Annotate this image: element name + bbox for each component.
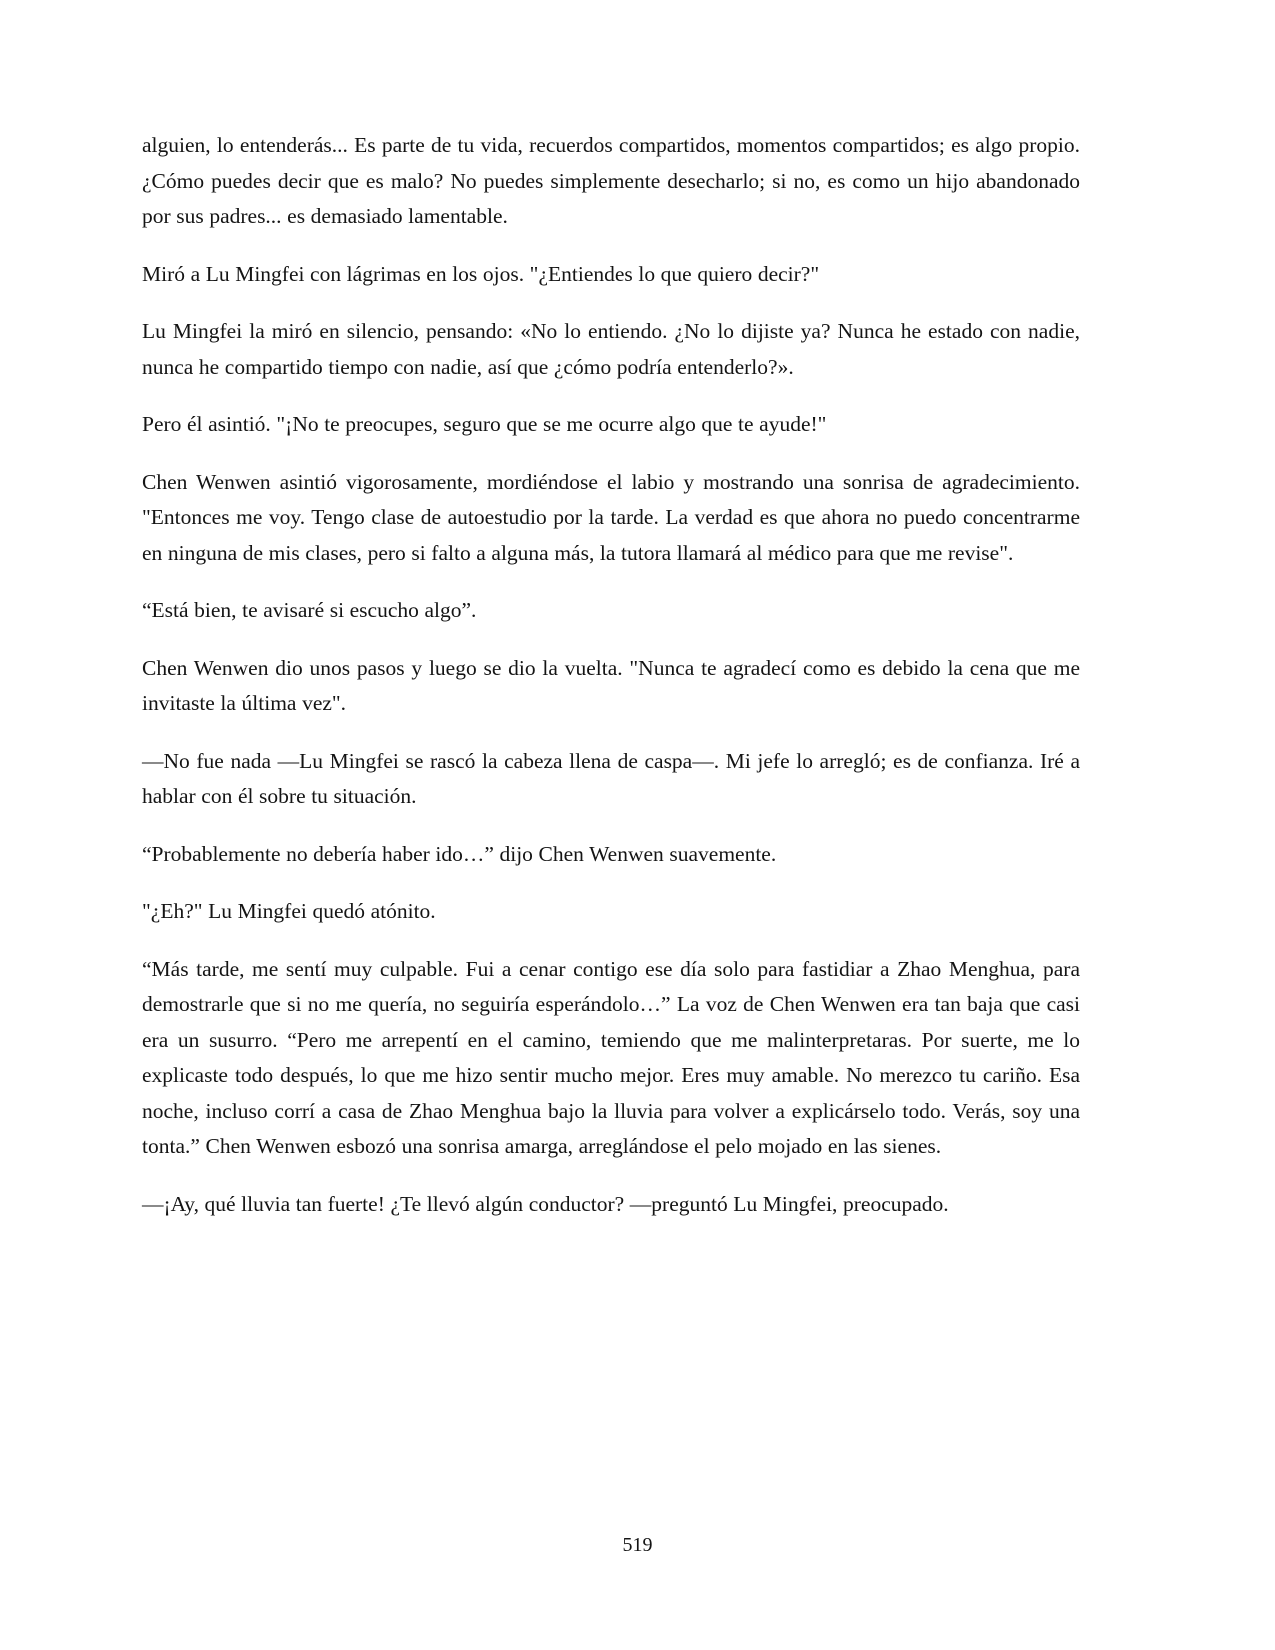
paragraph: —¡Ay, qué lluvia tan fuerte! ¿Te llevó algún conductor? —preguntó Lu Mingfei, preocupado. bbox=[142, 1191, 949, 1216]
paragraph: "¿Eh?" Lu Mingfei quedó atónito. bbox=[142, 899, 436, 923]
paragraph: Chen Wenwen dio unos pasos y luego se dio la vuelta. "Nunca te agradecí como es debido la cena que me invitaste la última vez". bbox=[142, 655, 1080, 715]
paragraph: Chen Wenwen asintió vigorosamente, mordiéndose el labio y mostrando una sonrisa de agradecimiento. "Entonces me voy. Tengo clase de autoestudio por la tarde. La verdad es que ahora no puedo concentrarme en ninguna de mis clases, pero si falto a alguna más, la tutora llamará al médico para que me revise". bbox=[142, 469, 1080, 565]
paragraph: “Más tarde, me sentí muy culpable. Fui a cenar contigo ese día solo para fastidiar a Zhao Menghua, para demostrarle que si no me quería, no seguiría esperándolo…” La voz de Chen Wenwen era tan baja que casi era un susurro. “Pero me arrepentí en el camino, temiendo que me malinterpretaras. Por suerte, me lo explicaste todo después, lo que me hizo sentir mucho mejor. Eres muy amable. No merezco tu cariño. Esa noche, incluso corrí a casa de Zhao Menghua bajo la lluvia para volver a explicárselo todo. Verás, soy una tonta.” Chen Wenwen esbozó una sonrisa amarga, arreglándose el pelo mojado en las sienes. bbox=[142, 956, 1080, 1158]
paragraph: Lu Mingfei la miró en silencio, pensando: «No lo entiendo. ¿No lo dijiste ya? Nunca he estado con nadie, nunca he compartido tiempo con nadie, así que ¿cómo podría entenderlo?». bbox=[142, 319, 1080, 379]
paragraph: Miró a Lu Mingfei con lágrimas en los ojos. "¿Entiendes lo que quiero decir?" bbox=[142, 261, 820, 286]
paragraph: “Probablemente no debería haber ido…” dijo Chen Wenwen suavemente. bbox=[142, 841, 777, 866]
paragraph: alguien, lo entenderás... Es parte de tu vida, recuerdos compartidos, momentos compartidos; es algo propio. ¿Cómo puedes decir que es malo? No puedes simplemente desecharlo; si no, es como un hijo abandonado por sus padres... es demasiado lamentable. bbox=[142, 133, 1080, 228]
body-text-column bbox=[142, 128, 1080, 1222]
page-number: 519 bbox=[622, 1534, 653, 1556]
paragraph: —No fue nada —Lu Mingfei se rascó la cabeza llena de caspa—. Mi jefe lo arregló; es de confianza. Iré a hablar con él sobre tu situación. bbox=[142, 748, 1080, 808]
paragraph: “Está bien, te avisaré si escucho algo”. bbox=[142, 598, 477, 622]
paragraph: Pero él asintió. "¡No te preocupes, seguro que se me ocurre algo que te ayude!" bbox=[142, 412, 827, 436]
